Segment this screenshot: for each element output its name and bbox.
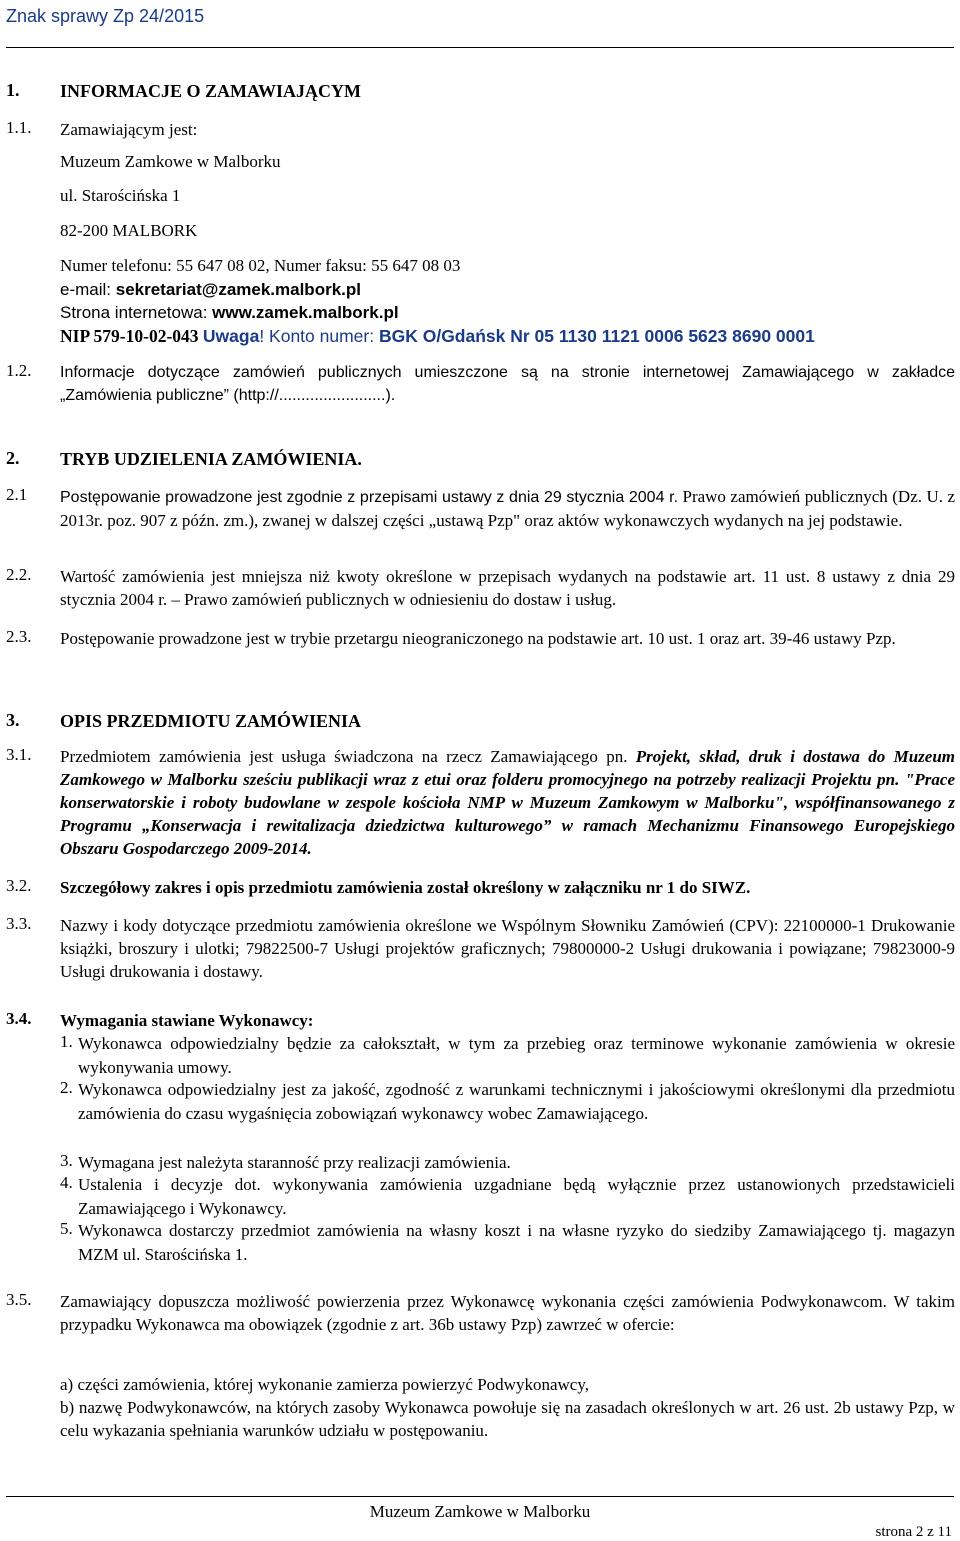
para-2-2-text: Wartość zamówienia jest mniejsza niż kwoty określone w przepisach wydanych na podstawie art. 11 ust. 8 ustawy z dnia 29 stycznia 2004 r. – Prawo zamówień publicznych w odniesieniu do dostaw i usług. [60,567,955,609]
phone-label: Numer telefonu: [60,256,177,275]
para-2-1-part-a: Postępowanie prowadzone jest zgodnie z przepisami ustawy z dnia 29 stycznia 2004 r. [60,489,679,506]
org-name: Muzeum Zamkowe w Malborku [60,152,281,171]
phone-value: 55 647 08 02 [176,256,266,275]
list-item-number: 5. [60,1219,73,1238]
header-rule [6,47,954,48]
para-3-4-number: 3.4. [6,1009,32,1028]
footer-org: Muzeum Zamkowe w Malborku [369,1502,591,1521]
para-1-1-number: 1.1. [6,118,32,137]
section-1-title: INFORMACJE O ZAMAWIAJĄCYM [60,81,361,101]
nip-account-line [60,325,815,348]
page-number: strona 2 z 11 [875,1524,952,1540]
list-item: Wykonawca odpowiedzialny jest za jakość, zgodność z warunkami technicznymi i jakościowymi określonymi dla przedmiotu zamówienia do czasu wygaśnięcia zobowiązań wykonawcy wobec Zamawiającego. [78,1080,955,1123]
account-number: BGK O/Gdańsk Nr 05 1130 1121 0006 5623 8690 0001 [378,326,815,346]
para-3-5-text: Zamawiający dopuszcza możliwość powierzenia przez Wykonawcę wykonania części zamówienia Podwykonawcom. W takim przypadku Wykonawca ma obowiązek (zgodnie z art. 36b ustawy Pzp) zawrzeć w ofercie: [60,1292,955,1334]
para-1-2-number: 1.2. [6,361,32,380]
contact-email [60,278,361,301]
para-2-1-part-b: Prawo zamówień publicznych (Dz. U. z 2013r. poz. 907 z późn. zm.), zwanej w dalszej części „ustawą Pzp" oraz aktów wykonawczych wydanych na jej podstawie. [60,487,955,530]
list-item: Ustalenia i decyzje dot. wykonywania zamówienia uzgadniane będą wyłącznie przez ustanowionych przedstawicieli Zamawiającego i Wykonawcy. [78,1175,955,1218]
section-3-title: OPIS PRZEDMIOTU ZAMÓWIENIA [60,711,362,731]
email-value[interactable]: sekretariat@zamek.malbork.pl [115,280,361,299]
para-3-5-item-a: a) części zamówienia, której wykonanie zamierza powierzyć Podwykonawcy, [60,1375,589,1394]
para-3-1-text [60,745,955,860]
list-item: Wykonawca odpowiedzialny będzie za całokształt, w tym za przebieg oraz terminowe wykonanie zamówienia w okresie wykonywania umowy. [78,1034,955,1077]
section-2-title: TRYB UDZIELENIA ZAMÓWIENIA. [60,449,362,469]
section-1-number: 1. [6,80,20,100]
section-2-number: 2. [6,448,20,468]
para-2-2-number: 2.2. [6,565,32,584]
contact-phone-fax [60,254,460,277]
contact-web [60,301,399,324]
fax-value: 55 647 08 03 [371,256,461,275]
fax-label: , Numer faksu: [265,256,372,275]
org-street: ul. Starościńska 1 [60,186,181,205]
list-item: Wymagana jest należyta staranność przy realizacji zamówienia. [78,1153,511,1172]
web-label: Strona internetowa: [60,303,213,322]
list-item: Wykonawca dostarczy przedmiot zamówienia na własny koszt i na własne ryzyko do siedziby Zamawiającego tj. magazyn MZM ul. Starościńska 1. [78,1221,955,1264]
account-label: ! Konto numer: [259,326,379,346]
para-3-2-number: 3.2. [6,876,32,895]
para-1-1-label: Zamawiającym jest: [60,120,198,139]
para-2-1-number: 2.1 [6,485,28,504]
para-3-2-text: Szczegółowy zakres i opis przedmiotu zamówienia został określony w załączniku nr 1 do SIWZ. [60,878,751,897]
para-3-4-title: Wymagania stawiane Wykonawcy: [60,1011,314,1030]
footer-rule [6,1496,954,1497]
list-item-number: 1. [60,1032,73,1051]
para-3-1-project-name: Projekt, skład, druk i dostawa do Muzeum Zamkowego w Malborku sześciu publikacji wraz z etui oraz folderu promocyjnego na potrzeby realizacji Projektu pn. "Prace konserwatorskie i roboty budowlane w zespole kościoła NMP w Muzeum Zamkowym w Malborku", współfinansowanego z Programu „Konserwacja i rewitalizacja dziedzictwa kulturowego” w ramach Mechanizmu Finansowego Europejskiego Obszaru Gospodarczego 2009-2014. [60,747,955,858]
email-label: e-mail: [60,280,116,299]
para-2-3-text: Postępowanie prowadzone jest w trybie przetargu nieograniczonego na podstawie art. 10 ust. 1 oraz art. 39-46 ustawy Pzp. [60,629,896,648]
list-item-number: 4. [60,1173,73,1192]
nip: NIP 579-10-02-043 [60,326,199,346]
section-3-number: 3. [6,710,20,730]
list-item-number: 2. [60,1078,73,1097]
uwaga-label: Uwaga [202,326,260,346]
web-value[interactable]: www.zamek.malbork.pl [212,303,399,322]
list-item-number: 3. [60,1151,73,1170]
para-3-1-intro: Przedmiotem zamówienia jest usługa świadczona na rzecz Zamawiającego pn. [60,747,636,766]
para-2-1-text [60,485,955,532]
para-2-3-number: 2.3. [6,627,32,646]
para-3-3-text: Nazwy i kody dotyczące przedmiotu zamówienia określone we Wspólnym Słowniku Zamówień (CPV): 22100000-1 Drukowanie książki, broszury i ulotki; 79822500-7 Usługi projektów graficznych; 79800000-2 Usługi drukowania i powiązane; 79823000-9 Usługi drukowania i dostawy. [60,916,955,981]
para-3-5-item-b: b) nazwę Podwykonawców, na których zasoby Wykonawca powołuje się na zasadach określonych w art. 26 ust. 2b ustawy Pzp, w celu wykazania spełniania warunków udziału w postępowaniu. [60,1398,955,1440]
para-3-5-number: 3.5. [6,1290,32,1309]
para-3-3-number: 3.3. [6,914,32,933]
para-1-2-text: Informacje dotyczące zamówień publicznych umieszczone są na stronie internetowej Zamawiającego w zakładce „Zamówienia publiczne” (http://........................). [60,364,955,404]
para-3-1-number: 3.1. [6,745,32,764]
org-city: 82-200 MALBORK [60,221,198,240]
case-reference: Znak sprawy Zp 24/2015 [6,6,205,26]
